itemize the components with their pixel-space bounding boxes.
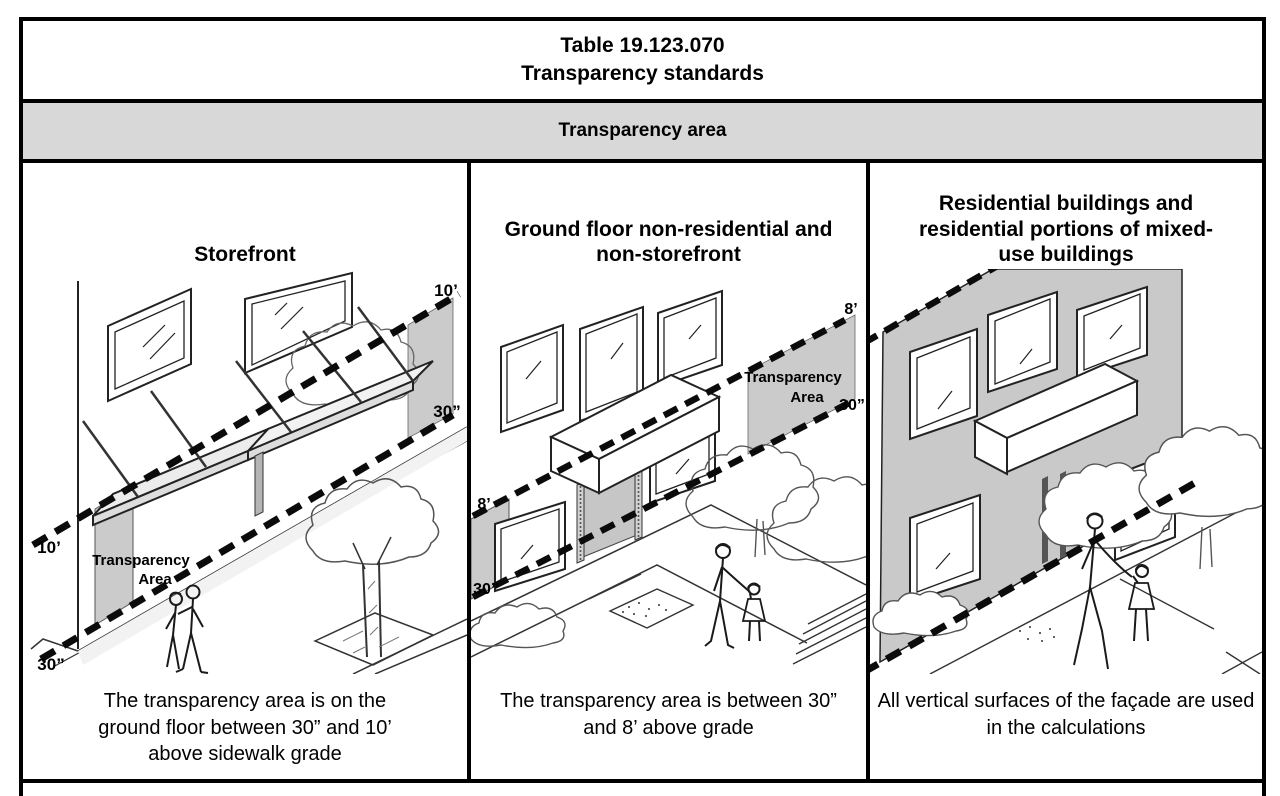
residential-header-label: Residential buildings and residential portions of mixed-use buildings (918, 192, 1214, 266)
nonresidential-caption: The transparency area is between 30” and 8’ above grade (500, 690, 837, 739)
nonresidential-diagram (471, 269, 866, 674)
label-30in-right: 30” (839, 397, 865, 414)
label-10ft-top: 10’ (434, 281, 458, 300)
label-10ft-left: 10’ (37, 538, 61, 557)
storefront-header-label: Storefront (194, 242, 296, 266)
residential-cell (870, 163, 1262, 779)
table-title: Transparency standards (521, 62, 764, 85)
planter-dots (1019, 626, 1055, 642)
awning-post (255, 452, 263, 516)
nonresidential-header (504, 163, 834, 269)
label-8ft-left: 8’ (477, 496, 491, 513)
label-30in-bottom: 30” (37, 655, 65, 674)
svg-text:Area: Area (138, 571, 172, 588)
nonresidential-cell (471, 163, 870, 779)
svg-text:Area: Area (790, 389, 824, 406)
storefront-caption: The transparency area is on the ground floor between 30” and 10’ above sidewalk grade (98, 690, 392, 766)
table-number: Table 19.123.070 (560, 33, 725, 57)
steps (793, 594, 866, 664)
svg-text:Transparency: Transparency (744, 369, 842, 386)
content-row (23, 163, 1262, 783)
section-header-label: Transparency area (558, 120, 727, 141)
residential-caption: All vertical surfaces of the façade are used in the calculations (877, 690, 1255, 739)
storefront-header (194, 163, 296, 269)
residential-header (919, 163, 1214, 269)
planter (610, 589, 693, 628)
transparency-standards-table (19, 17, 1266, 796)
label-8ft-top: 8’ (844, 301, 858, 318)
table-title-row (23, 21, 1262, 103)
nonresidential-header-label: Ground floor non-residential and non-storefront (504, 217, 833, 266)
walk-strip (78, 427, 467, 665)
residential-diagram (870, 269, 1262, 674)
storefront-diagram (23, 269, 467, 674)
tree (306, 479, 439, 665)
label-30in-right: 30” (433, 402, 461, 421)
pedestrians (705, 544, 765, 648)
section-header-row (23, 103, 1262, 163)
label-30in-left: 30” (473, 581, 499, 598)
svg-text:Transparency: Transparency (92, 552, 190, 569)
storefront-cell (23, 163, 471, 779)
next-row-sliver (23, 783, 1262, 796)
